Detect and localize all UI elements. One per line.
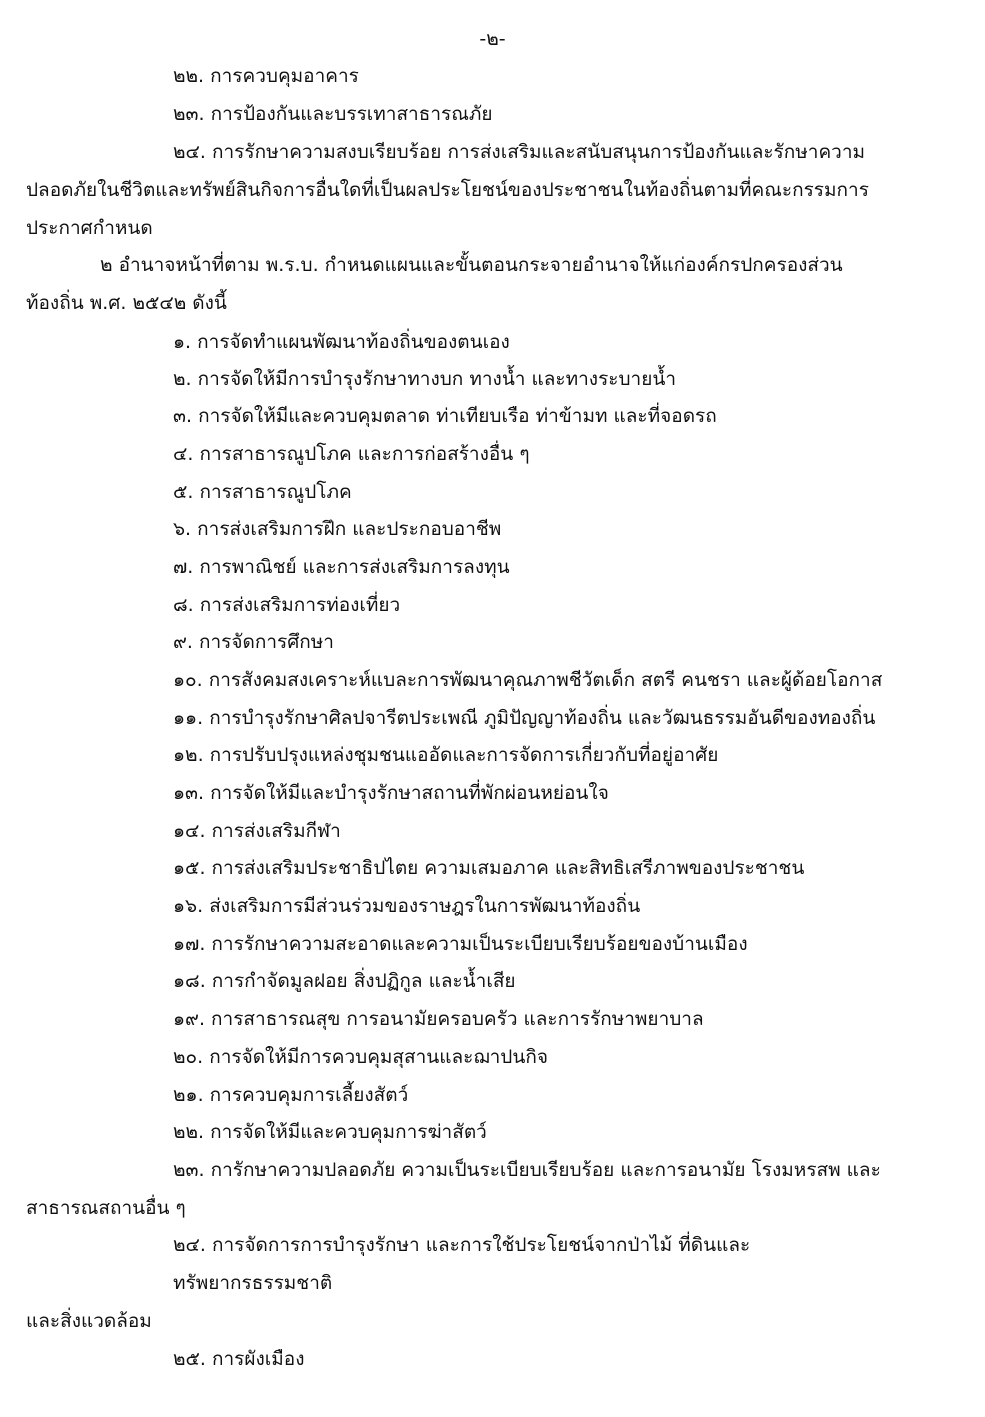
list-item: ๑๙. การสาธารณสุข การอนามัยครอบครัว และการรักษาพยาบาล bbox=[173, 1008, 704, 1030]
page-number: -๒- bbox=[479, 28, 506, 50]
list-item: ๒๔. การรักษาความสงบเรียบร้อย การส่งเสริมและสนับสนุนการป้องกันและรักษาความ bbox=[173, 141, 866, 163]
list-item: ๒๑. การควบคุมการเลี้ยงสัตว์ bbox=[173, 1084, 409, 1106]
list-item: ๑๔. การส่งเสริมกีฬา bbox=[173, 820, 341, 842]
list-item: ๑๕. การส่งเสริมประชาธิปไตย ความเสมอภาค และสิทธิเสรีภาพของประชาชน bbox=[173, 857, 805, 879]
list-item: ๒๐. การจัดให้มีการควบคุมสุสานและฌาปนกิจ bbox=[173, 1046, 548, 1068]
list-item: ๙. การจัดการศึกษา bbox=[173, 631, 334, 653]
list-item: ๑๓. การจัดให้มีและบำรุงรักษาสถานที่พักผ่อนหย่อนใจ bbox=[173, 782, 609, 804]
list-item: ๖. การส่งเสริมการฝึก และประกอบอาชีพ bbox=[173, 518, 502, 540]
list-item: ๒. การจัดให้มีการบำรุงรักษาทางบก ทางน้ำ และทางระบายน้ำ bbox=[173, 368, 677, 390]
list-item: ๑๗. การรักษาความสะอาดและความเป็นระเบียบเรียบร้อยของบ้านเมือง bbox=[173, 933, 748, 955]
paragraph-line: ท้องถิ่น พ.ศ. ๒๕๔๒ ดังนี้ bbox=[26, 292, 227, 314]
list-item: ๓. การจัดให้มีและควบคุมตลาด ท่าเทียบเรือ ท่าข้ามท และที่จอดรถ bbox=[173, 405, 717, 427]
paragraph-line: และสิ่งแวดล้อม bbox=[26, 1310, 152, 1332]
list-item: ๑๖. ส่งเสริมการมีส่วนร่วมของราษฎรในการพัฒนาท้องถิ่น bbox=[173, 895, 641, 917]
section-heading: ๒ อำนาจหน้าที่ตาม พ.ร.บ. กำหนดแผนและขั้นตอนกระจายอำนาจให้แก่องค์กรปกครองส่วน bbox=[100, 254, 843, 276]
list-item: ๔. การสาธารณูปโภค และการก่อสร้างอื่น ๆ bbox=[173, 443, 530, 465]
list-item: ๑๒. การปรับปรุงแหล่งชุมชนแออัดและการจัดการเกี่ยวกับที่อยู่อาศัย bbox=[173, 744, 719, 766]
list-item: ๑. การจัดทำแผนพัฒนาท้องถิ่นของตนเอง bbox=[173, 331, 510, 353]
list-item: ๘. การส่งเสริมการท่องเที่ยว bbox=[173, 594, 401, 616]
list-item: ๑๑. การบำรุงรักษาศิลปจารีตประเพณี ภูมิปัญญาท้องถิ่น และวัฒนธรรมอันดีของทองถิ่น bbox=[173, 707, 876, 729]
list-item: ๒๔. การจัดการการบำรุงรักษา และการใช้ประโยชน์จากป่าไม้ ที่ดินและ bbox=[173, 1234, 751, 1256]
paragraph-line: ปลอดภัยในชีวิตและทรัพย์สินกิจการอื่นใดที่เป็นผลประโยชน์ของประชาชนในท้องถิ่นตามที่คณะกรรมการ bbox=[26, 179, 869, 201]
list-item: ๑๐. การสังคมสงเคราะห์แบละการพัฒนาคุณภาพชีวัตเด็ก สตรี คนชรา และผู้ด้อยโอกาส bbox=[173, 669, 883, 691]
list-item: ๒๒. การจัดให้มีและควบคุมการฆ่าสัตว์ bbox=[173, 1121, 487, 1143]
paragraph-line: ทรัพยากรธรรมชาติ bbox=[173, 1272, 333, 1294]
list-item: ๒๓. การักษาความปลอดภัย ความเป็นระเบียบเรียบร้อย และการอนามัย โรงมหรสพ และ bbox=[173, 1159, 881, 1181]
list-item: ๗. การพาณิชย์ และการส่งเสริมการลงทุน bbox=[173, 556, 510, 578]
list-item: ๒๒. การควบคุมอาคาร bbox=[173, 65, 359, 87]
paragraph-line: สาธารณสถานอื่น ๆ bbox=[26, 1197, 186, 1219]
list-item: ๑๘. การกำจัดมูลฝอย สิ่งปฏิกูล และน้ำเสีย bbox=[173, 970, 516, 992]
list-item: ๒๕. การผังเมือง bbox=[173, 1348, 305, 1370]
list-item: ๕. การสาธารณูปโภค bbox=[173, 481, 352, 503]
list-item: ๒๓. การป้องกันและบรรเทาสาธารณภัย bbox=[173, 103, 493, 125]
paragraph-line: ประกาศกำหนด bbox=[26, 217, 153, 239]
